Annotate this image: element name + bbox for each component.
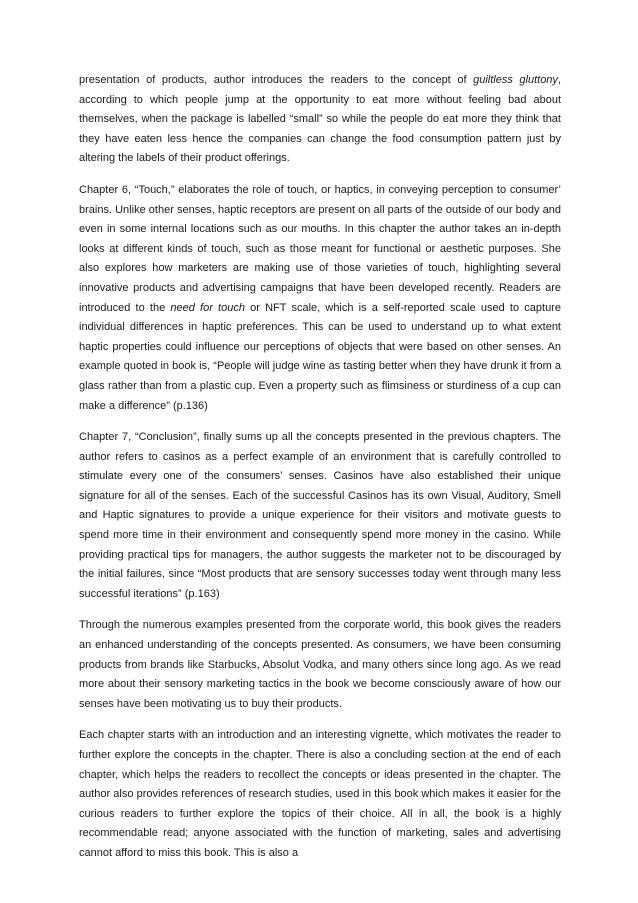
paragraph-1-text-start: presentation of products, author introduces the readers to the concept of xyxy=(79,74,474,86)
term-guiltless-gluttony: guiltless gluttony xyxy=(473,74,558,86)
paragraph-chapter-6 xyxy=(79,181,561,416)
paragraph-5: Each chapter starts with an introduction and an interesting vignette, which motivates the reader to further explore the concepts in the chapter. There is also a concluding section at the end of each chapter, which helps the readers to recollect the concepts or ideas presented in the chapter. The author also provides references of research studies, used in this book which makes it easier for the curious readers to further explore the topics of their choice. All in all, the book is a highly recommendable read; anyone associated with the function of marketing, sales and advertising cannot afford to miss this book. This is also a xyxy=(79,729,561,859)
paragraph-2-text-start: Chapter 6, “Touch,” elaborates the role of touch, or haptics, in conveying perception to consumer’ brains. Unlike other senses, haptic receptors are present on all parts of the outside of our body and even in some internal locations such as our mouths. In this chapter the author takes an in-depth looks at different kinds of touch, such as those meant for functional or aesthetic purposes. She also explores how marketers are making use of those varieties of touch, highlighting several innovative products and advertising campaigns that have been developed recently. Readers are introduced to the xyxy=(79,183,561,314)
paragraph-2-text-end: or NFT scale, which is a self-reported scale used to capture individual differences in haptic preferences. This can be used to understand up to what extent haptic properties could influence our perceptions of objects that were based on other senses. An example quoted in book is, “People will judge wine as tasting better when they have drunk it from a glass rather than from a plastic cup. Even a property such as flimsiness or sturdiness of a cup can make a difference” (p.136) xyxy=(79,301,561,412)
paragraph-4: Through the numerous examples presented from the corporate world, this book gives the readers an enhanced understanding of the concepts presented. As consumers, we have been consuming products from brands like Starbucks, Absolut Vodka, and many others since long ago. As we read more about their sensory marketing tactics in the book we become consciously aware of how our senses have been motivating us to buy their products. xyxy=(79,619,561,710)
paragraph-1 xyxy=(79,71,561,169)
paragraph-chapter-7: Chapter 7, “Conclusion”, finally sums up all the concepts presented in the previous chapters. The author refers to casinos as a perfect example of an environment that is carefully controlled to stimulate every one of the consumers’ senses. Casinos have also established their unique signature for all of the senses. Each of the successful Casinos has its own Visual, Auditory, Smell and Haptic signatures to provide a unique experience for their visitors and motivate guests to spend more time in their environment and consequently spend more money in the casino. While providing practical tips for managers, the author suggests the marketer not to be discouraged by the initial failures, since “Most products that are sensory successes today went through many less successful iterations” (p.163) xyxy=(79,431,561,600)
term-need-for-touch: need for touch xyxy=(170,301,245,314)
document-page xyxy=(79,71,561,864)
paragraph-1-text-end: , according to which people jump at the opportunity to eat more without feeling bad about themselves, when the package is labelled “small” so while the people do eat more they think that they have eaten less hence the companies can change the food consumption pattern just by altering the labels of their product offerings. xyxy=(79,74,561,165)
